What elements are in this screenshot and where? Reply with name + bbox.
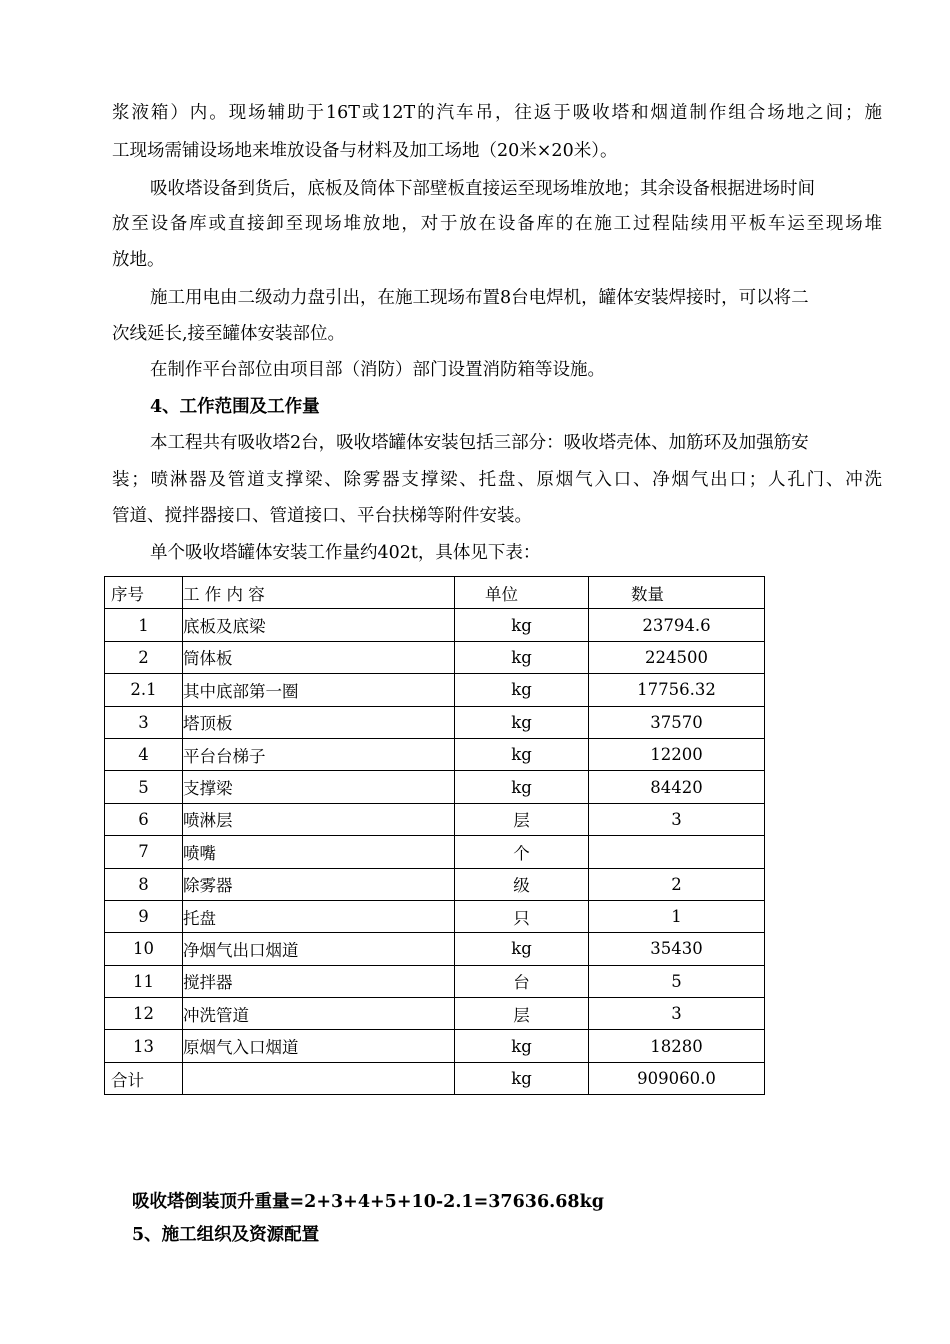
row-quantity: 1 — [589, 900, 765, 932]
table-row — [105, 965, 765, 997]
table-row — [105, 641, 765, 673]
paragraph-line: 放至设备库或直接卸至现场堆放地，对于放在设备库的在施工过程陆续用平板车运至现场堆 — [112, 214, 882, 234]
row-seq: 7 — [105, 836, 183, 868]
row-unit: kg — [455, 1030, 589, 1062]
table-row — [105, 771, 765, 803]
table-row — [105, 836, 765, 868]
row-unit: 级 — [455, 868, 589, 900]
row-content: 搅拌器 — [183, 965, 455, 997]
row-seq: 4 — [105, 738, 183, 770]
row-content: 原烟气入口烟道 — [183, 1030, 455, 1062]
row-content: 平台台梯子 — [183, 738, 455, 770]
row-unit: kg — [455, 641, 589, 673]
header-content: 工 作 内 容 — [183, 577, 455, 609]
row-content: 塔顶板 — [183, 706, 455, 738]
row-quantity: 18280 — [589, 1030, 765, 1062]
row-seq: 10 — [105, 933, 183, 965]
row-quantity: 3 — [589, 803, 765, 835]
total-content — [183, 1062, 455, 1094]
row-unit: kg — [455, 933, 589, 965]
row-quantity: 17756.32 — [589, 674, 765, 706]
table-row — [105, 998, 765, 1030]
header-seq: 序号 — [105, 577, 183, 609]
row-seq: 9 — [105, 900, 183, 932]
row-content: 托盘 — [183, 900, 455, 932]
row-unit: kg — [455, 738, 589, 770]
row-content: 喷嘴 — [183, 836, 455, 868]
row-content: 冲洗管道 — [183, 998, 455, 1030]
row-seq: 11 — [105, 965, 183, 997]
table-caption: 单个吸收塔罐体安装工作量约402t，具体见下表： — [150, 543, 541, 563]
row-quantity — [589, 836, 765, 868]
table-row — [105, 868, 765, 900]
paragraph-line: 施工用电由二级动力盘引出，在施工现场布置8台电焊机，罐体安装焊接时，可以将二 — [150, 288, 809, 308]
row-content: 支撑梁 — [183, 771, 455, 803]
row-content: 底板及底梁 — [183, 609, 455, 641]
section-heading-5: 5、施工组织及资源配置 — [132, 1225, 320, 1245]
row-seq: 13 — [105, 1030, 183, 1062]
row-seq: 5 — [105, 771, 183, 803]
row-seq: 1 — [105, 609, 183, 641]
paragraph-line: 次线延长,接至罐体安装部位。 — [112, 324, 346, 344]
row-unit: 只 — [455, 900, 589, 932]
total-quantity: 909060.0 — [589, 1062, 765, 1094]
row-unit: kg — [455, 674, 589, 706]
row-unit: kg — [455, 706, 589, 738]
row-quantity: 23794.6 — [589, 609, 765, 641]
row-seq: 3 — [105, 706, 183, 738]
table-row — [105, 609, 765, 641]
row-content: 筒体板 — [183, 641, 455, 673]
table-total-row — [105, 1062, 765, 1094]
total-seq: 合计 — [105, 1062, 183, 1094]
table-row — [105, 803, 765, 835]
row-unit: kg — [455, 771, 589, 803]
paragraph-line: 工现场需铺设场地来堆放设备与材料及加工场地（20米×20米）。 — [112, 141, 618, 161]
paragraph-line: 放地。 — [112, 250, 165, 270]
row-seq: 8 — [105, 868, 183, 900]
paragraph-line: 吸收塔设备到货后，底板及筒体下部壁板直接运至现场堆放地；其余设备根据进场时间 — [150, 179, 815, 199]
row-unit: 台 — [455, 965, 589, 997]
row-quantity: 84420 — [589, 771, 765, 803]
row-quantity: 3 — [589, 998, 765, 1030]
table-row — [105, 933, 765, 965]
table-row — [105, 706, 765, 738]
row-seq: 2 — [105, 641, 183, 673]
row-quantity: 5 — [589, 965, 765, 997]
formula-line: 吸收塔倒装顶升重量=2+3+4+5+10-2.1=37636.68kg — [132, 1192, 604, 1212]
paragraph-line: 在制作平台部位由项目部（消防）部门设置消防箱等设施。 — [150, 360, 605, 380]
row-unit: kg — [455, 609, 589, 641]
section-heading-4: 4、工作范围及工作量 — [150, 397, 320, 417]
row-content: 喷淋层 — [183, 803, 455, 835]
row-quantity: 224500 — [589, 641, 765, 673]
table-row — [105, 900, 765, 932]
paragraph-line: 浆液箱）内。现场辅助于16T或12T的汽车吊，往返于吸收塔和烟道制作组合场地之间；施 — [112, 103, 882, 123]
paragraph-line: 管道、搅拌器接口、管道接口、平台扶梯等附件安装。 — [112, 506, 532, 526]
row-seq: 12 — [105, 998, 183, 1030]
table-row — [105, 738, 765, 770]
row-unit: 个 — [455, 836, 589, 868]
table-row — [105, 674, 765, 706]
paragraph-line: 装；喷淋器及管道支撑梁、除雾器支撑梁、托盘、原烟气入口、净烟气出口；人孔门、冲洗 — [112, 470, 882, 490]
row-quantity: 12200 — [589, 738, 765, 770]
row-quantity: 37570 — [589, 706, 765, 738]
row-unit: 层 — [455, 998, 589, 1030]
row-content: 净烟气出口烟道 — [183, 933, 455, 965]
row-content: 除雾器 — [183, 868, 455, 900]
table-row — [105, 1030, 765, 1062]
paragraph-line: 本工程共有吸收塔2台，吸收塔罐体安装包括三部分：吸收塔壳体、加筋环及加强筋安 — [150, 433, 809, 453]
workload-table — [104, 576, 765, 1095]
row-content: 其中底部第一圈 — [183, 674, 455, 706]
row-seq: 2.1 — [105, 674, 183, 706]
total-unit: kg — [455, 1062, 589, 1094]
row-seq: 6 — [105, 803, 183, 835]
row-unit: 层 — [455, 803, 589, 835]
row-quantity: 2 — [589, 868, 765, 900]
table-header-row — [105, 577, 765, 609]
header-quantity: 数量 — [589, 577, 765, 609]
header-unit: 单位 — [455, 577, 589, 609]
row-quantity: 35430 — [589, 933, 765, 965]
